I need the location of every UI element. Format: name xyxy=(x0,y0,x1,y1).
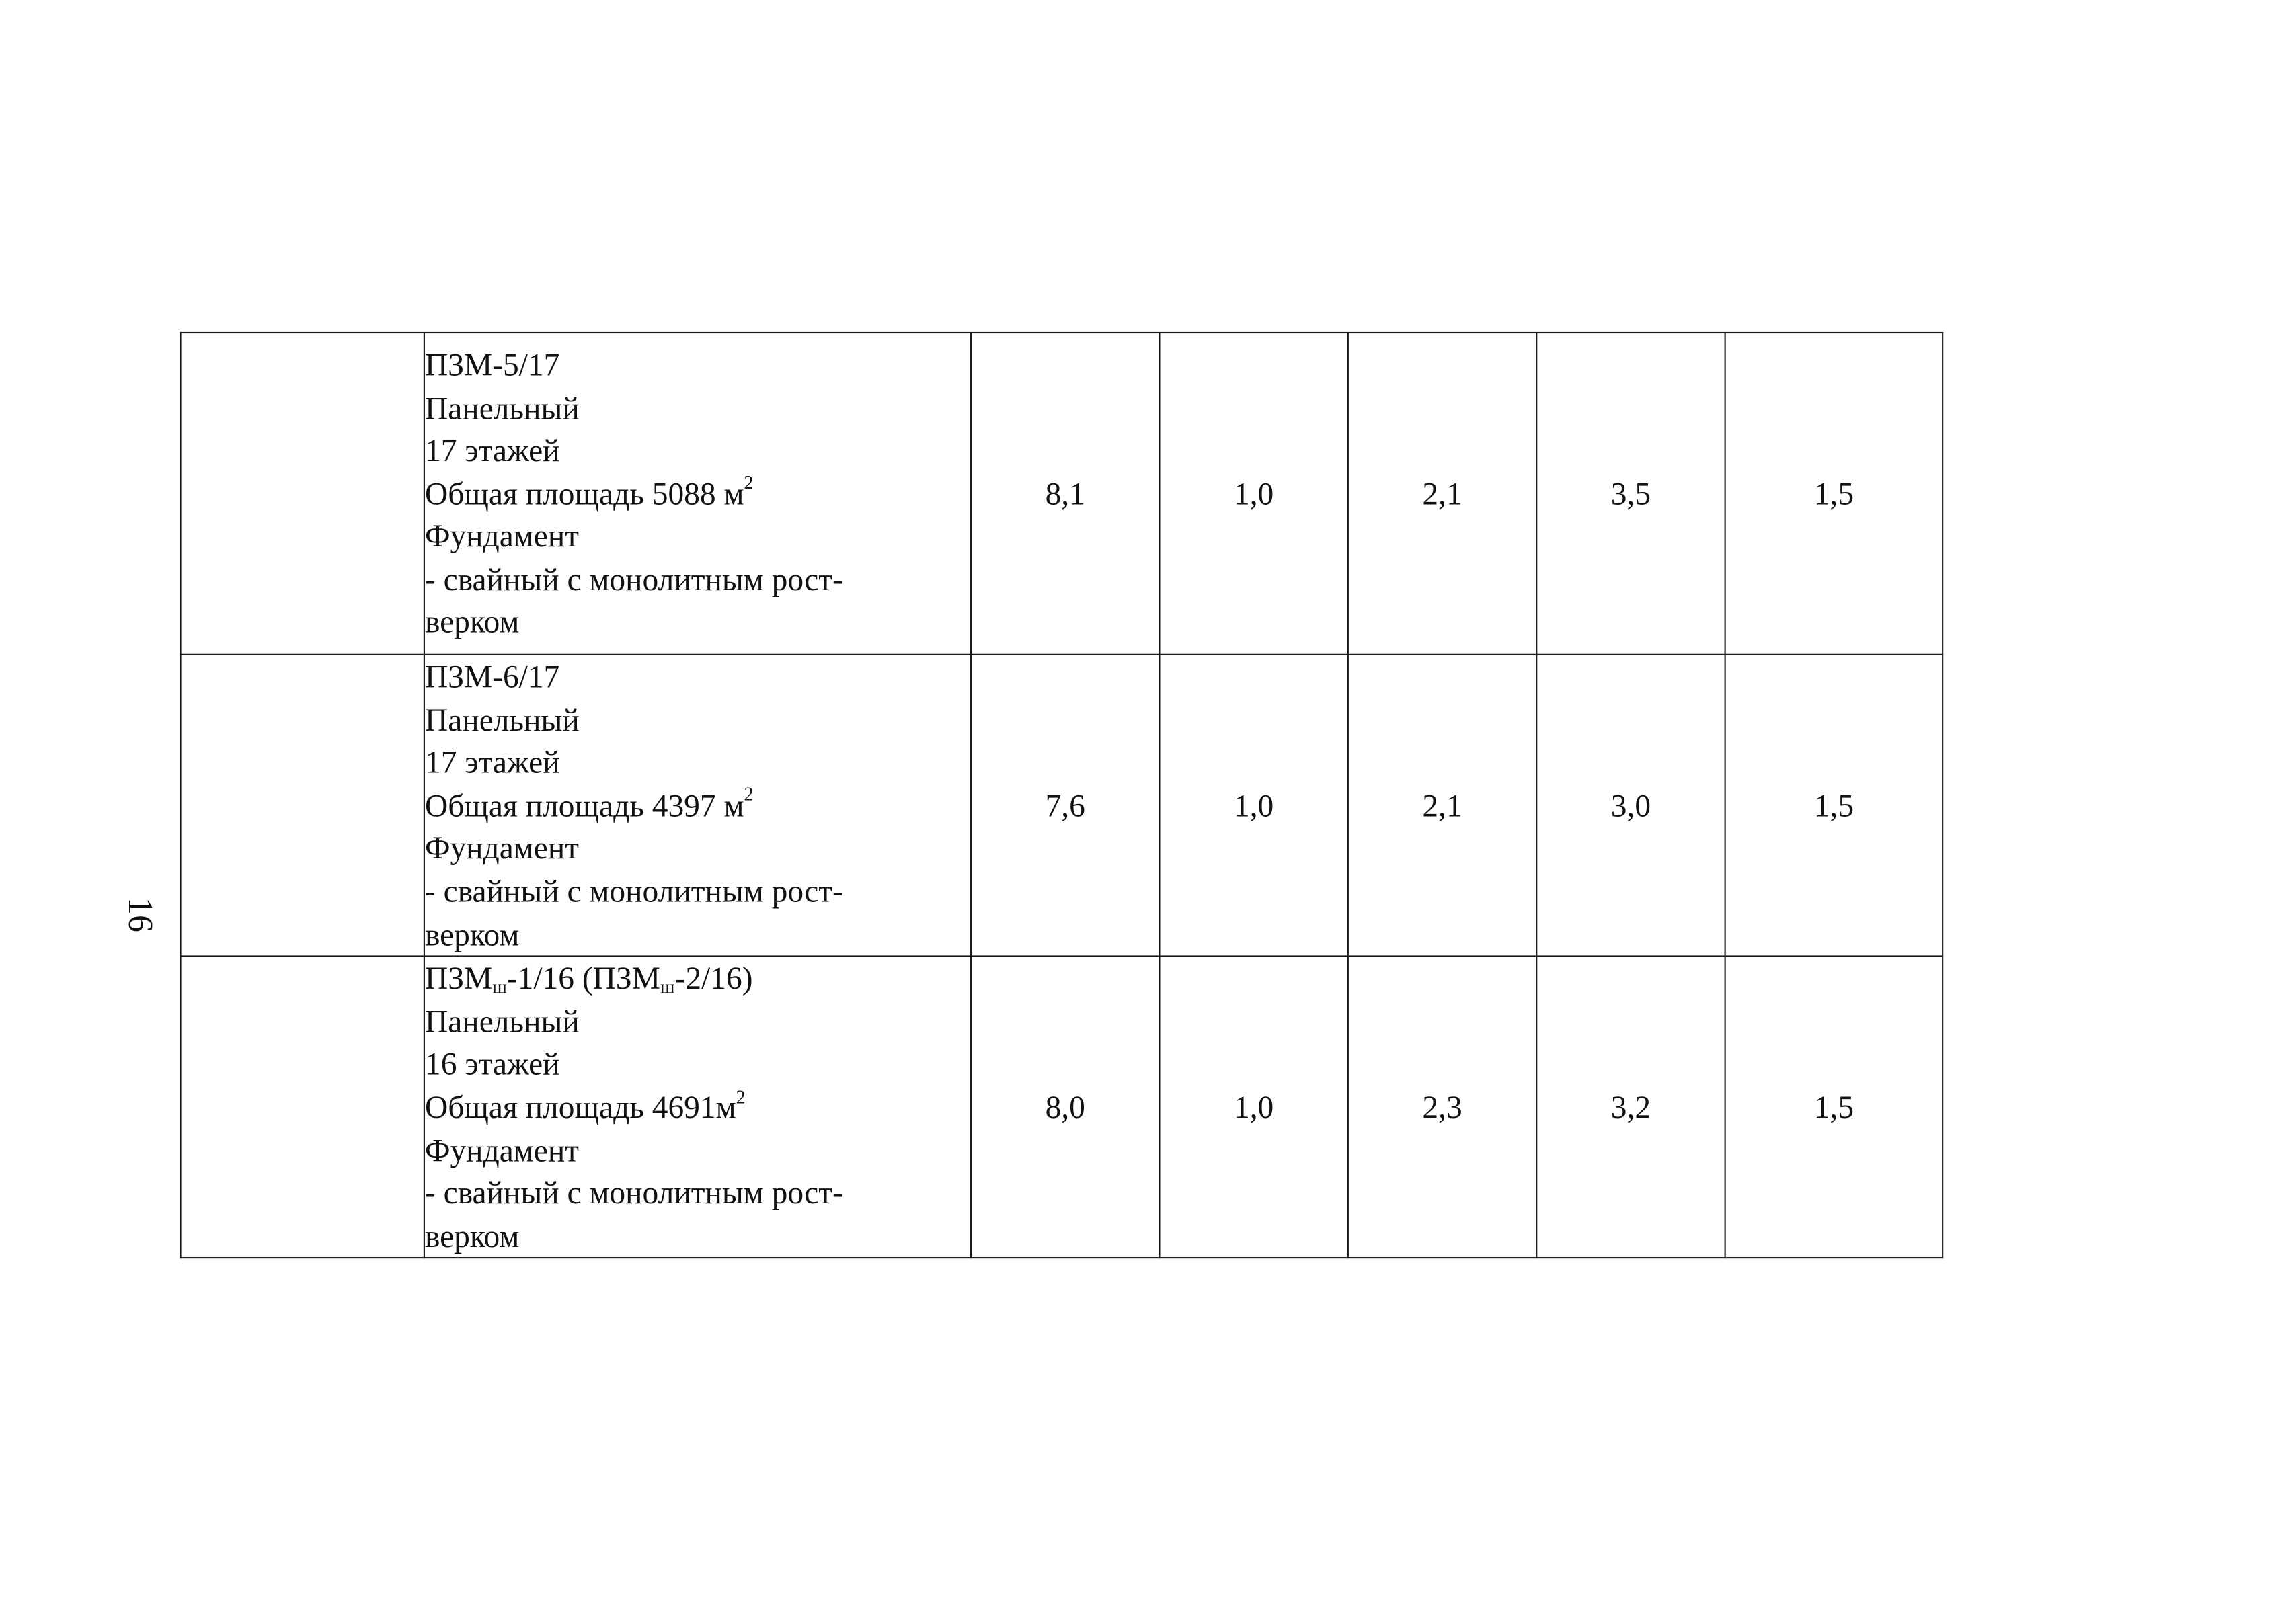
value-cell: 8,1 xyxy=(971,333,1159,655)
foundation-type-line: верком xyxy=(424,916,520,952)
value-cell: 7,6 xyxy=(971,655,1159,957)
table-row xyxy=(181,333,1943,655)
building-floors: 16 этажей xyxy=(424,1045,560,1082)
foundation-type-line: - свайный с монолитным рост- xyxy=(424,872,843,909)
building-description-cell xyxy=(424,957,971,1258)
foundation-heading: Фундамент xyxy=(424,1131,580,1168)
foundation-heading: Фундамент xyxy=(424,829,580,866)
foundation-type-line: - свайный с монолитным рост- xyxy=(424,561,843,598)
building-area: Общая площадь 4397 $м^2$ xyxy=(424,783,754,823)
value-cell: 8,0 xyxy=(971,957,1159,1258)
foundation-heading: Фундамент xyxy=(424,518,580,555)
table-cell-blank xyxy=(181,655,424,957)
building-code: ПЗМ-5/17 xyxy=(424,346,560,383)
foundation-type-line: верком xyxy=(424,604,520,641)
table-cell-blank xyxy=(181,957,424,1258)
building-type: Панельный xyxy=(424,389,580,426)
value-cell: 1,0 xyxy=(1159,333,1347,655)
building-spec-table xyxy=(180,332,1943,1259)
value-cell: 1,5 xyxy=(1725,333,1943,655)
value-cell: 3,0 xyxy=(1536,655,1725,957)
building-code: ПЗМ-6/17 xyxy=(424,658,560,695)
building-area: Общая площадь $4691м^2$ xyxy=(424,1085,746,1125)
value-cell: 3,5 xyxy=(1536,333,1725,655)
building-area: Общая площадь 5088 $м^2$ xyxy=(424,471,754,512)
table-cell-blank xyxy=(181,333,424,655)
table-row xyxy=(181,655,1943,957)
value-cell: 2,1 xyxy=(1348,655,1536,957)
building-floors: 17 этажей xyxy=(424,743,560,780)
foundation-type-line: верком xyxy=(424,1217,520,1254)
page-number: 16 xyxy=(120,897,159,932)
building-type: Панельный xyxy=(424,701,580,737)
value-cell: 3,2 xyxy=(1536,957,1725,1258)
table-row xyxy=(181,957,1943,1258)
building-code: $ПЗМ_ш-1/16$ $(ПЗМ_ш-2/16)$ xyxy=(424,960,753,998)
value-cell: 1,5 xyxy=(1725,655,1943,957)
building-floors: 17 этажей xyxy=(424,432,560,469)
value-cell: 1,0 xyxy=(1159,957,1347,1258)
foundation-type-line: - свайный с монолитным рост- xyxy=(424,1174,843,1211)
building-description-cell xyxy=(424,655,971,957)
value-cell: 2,1 xyxy=(1348,333,1536,655)
building-description-cell xyxy=(424,333,971,655)
value-cell: 1,5 xyxy=(1725,957,1943,1258)
value-cell: 1,0 xyxy=(1159,655,1347,957)
building-type: Панельный xyxy=(424,1003,580,1039)
value-cell: 2,3 xyxy=(1348,957,1536,1258)
